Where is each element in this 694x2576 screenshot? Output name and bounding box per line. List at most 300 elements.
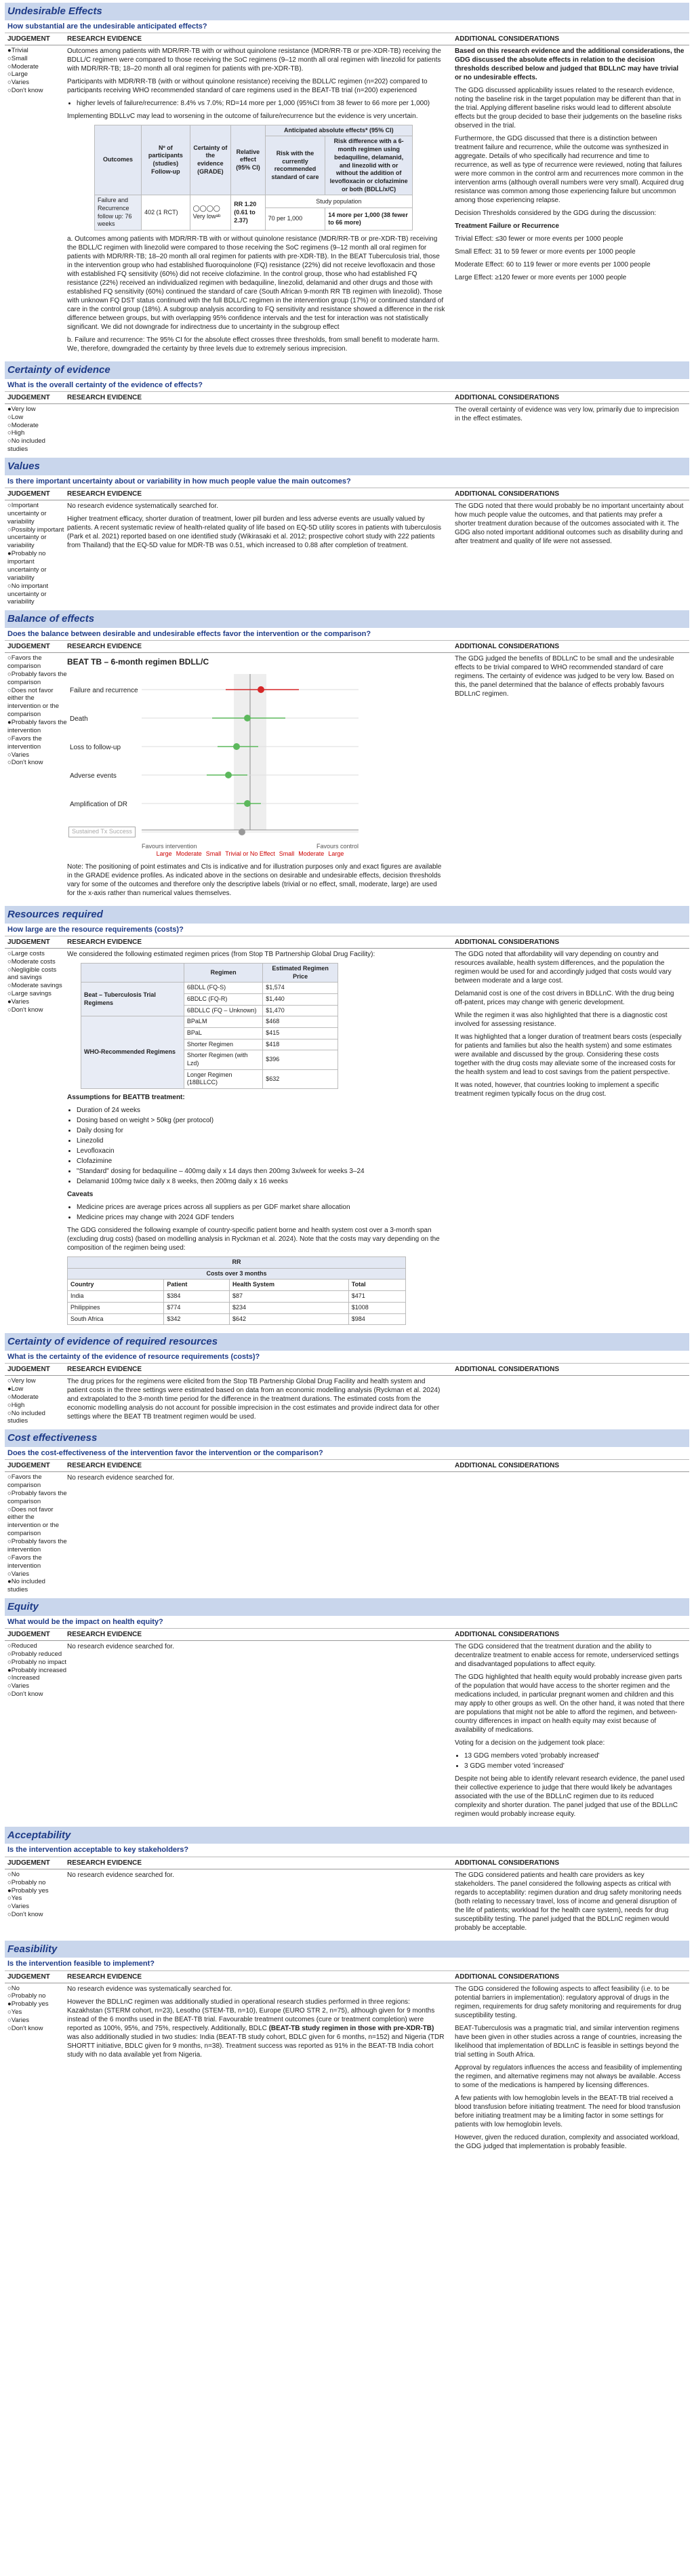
column-headers	[5, 1971, 689, 1983]
table-row	[81, 983, 338, 994]
text-run: was also additionally studied in two studies: India (BEAT-TB study cohort, BDLC given for 6 months, n=152) and Nigeria (TDR SHORTT initiative, BDLC given for 9 months, n=38). Treatment success was reported as 91% in the BEAT-TB India cohort study with no data available yet from Nigeria.	[67, 2033, 445, 2059]
judgement-options	[7, 1377, 67, 1425]
table-header: Nº of participants (studies) Follow-up	[142, 125, 190, 195]
section-question: How substantial are the undesirable anticipated effects?	[5, 20, 689, 33]
section-title: Values	[5, 458, 689, 475]
text-run-bold: (BEAT-TB study regimen in those with pre-XDR-TB)	[268, 2024, 434, 2032]
judgement-option[interactable]: ● Probably yes	[7, 2000, 67, 2008]
judgement-option[interactable]: ○ Moderate	[7, 422, 67, 430]
table-cell: Shorter Regimen (with Lzd)	[184, 1050, 262, 1069]
judgement-option[interactable]: ○ Does not favor either the intervention or the comparison	[7, 1506, 67, 1539]
additional-paragraph: A few patients with low hemoglobin levels in the BEAT-TB trial received a blood transfusion before initiating treatment. The need for blood transfusion before initiating treatment may be a limiting factor in some settings for patients with low hemoglobin levels.	[455, 2094, 680, 2128]
cost-table	[67, 1256, 406, 1325]
additional-paragraph: While the regimen it was also highlighted that there is a diagnostic cost involved for assessing resistance.	[455, 1011, 668, 1028]
table-cell: ◯◯◯◯ Very lowᵃᵇ	[190, 195, 231, 231]
section-question: Is the intervention feasible to implement?	[5, 1958, 689, 1970]
judgement-header: JUDGEMENT	[7, 490, 50, 498]
additional-paragraph: Delamanid cost is one of the cost drivers in BDLLnC. With the drug being off-patent, prices may change with generic development.	[455, 989, 674, 1006]
threshold-item: Trivial Effect: ≤30 fewer or more events per 1000 people	[455, 235, 624, 243]
section-row	[5, 1641, 689, 1824]
section-title: Balance of effects	[5, 610, 689, 628]
additional-paragraph: The GDG judged the benefits of BDLLnC to be small and the undesirable effects to be trivial compared to WHO recommended standard of care regimens. The certainty of evidence was judged to be very low. Based on this, the panel determined that the balance of effects probably favours BDLLnC regimen.	[455, 655, 674, 698]
judgement-option[interactable]: ○ Probably favors the comparison	[7, 1490, 67, 1506]
section-certainty-resources	[5, 1333, 689, 1427]
judgement-option[interactable]: ○ Probably no	[7, 1992, 67, 2000]
list-item: • Duration of 24 weeks	[77, 1106, 447, 1115]
vote-list	[464, 1751, 685, 1770]
evidence-paragraph: The drug prices for the regimens were elicited from the Stop TB Partnership Global Drug Facility and health system and patient costs in the three settings were estimated based on data from an economic modelling analysis (Ryckman et al. 2024) and extrapolated to the 3-month time period for the difference in the treatment durations. The estimated costs from the economic modelling analysis do not account for possible imprecision in the cost estimates and provide indirect data for other settings where the BEAT TB treatment regimen would be used.	[67, 1378, 441, 1421]
judgement-header: JUDGEMENT	[7, 938, 50, 946]
judgement-option[interactable]: ● Low	[7, 1385, 67, 1393]
list-item: • Daily dosing for	[77, 1126, 447, 1135]
judgement-option[interactable]: ○ Varies	[7, 2017, 67, 2025]
table-cell: BPaLM	[184, 1016, 262, 1028]
research-header: RESEARCH EVIDENCE	[67, 490, 142, 498]
research-header: RESEARCH EVIDENCE	[67, 35, 142, 43]
additional-paragraph: Voting for a decision on the judgement took place:	[455, 1739, 605, 1747]
column-headers	[5, 1629, 689, 1641]
judgement-header: JUDGEMENT	[7, 1859, 50, 1867]
table-header: Certainty of the evidence (GRADE)	[190, 125, 231, 195]
favours-intervention-label: Favours intervention	[142, 842, 197, 850]
table-row	[68, 1313, 406, 1325]
regimen-group: WHO-Recommended Regimens	[81, 1016, 184, 1089]
judgement-option[interactable]: ○ Important uncertainty or variability	[7, 502, 67, 526]
additional-considerations	[455, 1642, 685, 1823]
judgement-option[interactable]: ○ Don't know	[7, 2025, 67, 2033]
additional-considerations	[455, 654, 685, 902]
judgement-option[interactable]: ○ Favors the comparison	[7, 654, 67, 671]
forest-plot	[67, 671, 365, 840]
table-header: Regimen	[184, 963, 262, 982]
judgement-option[interactable]: ○ Favors the intervention	[7, 735, 67, 751]
evidence-paragraph: No research evidence searched for.	[67, 1642, 174, 1650]
evidence-list	[77, 99, 447, 108]
table-cell: $1,470	[263, 1005, 338, 1016]
scale-label: Small	[279, 850, 295, 858]
column-headers	[5, 936, 689, 949]
judgement-option[interactable]: ○ Negligible costs and savings	[7, 966, 67, 983]
additional-paragraph: The GDG considered that the treatment duration and the ability to decentralize treatment to enable access for remote, underserviced settings and disadvantaged populations to affect equity.	[455, 1642, 679, 1668]
research-evidence	[67, 1871, 455, 1937]
judgement-option[interactable]: ○ Varies	[7, 1903, 67, 1911]
judgement-options	[7, 1473, 67, 1594]
judgement-option[interactable]: ○ Small	[7, 55, 67, 63]
table-cell: Shorter Regimen	[184, 1039, 262, 1050]
judgement-options	[7, 47, 67, 357]
judgement-option[interactable]: ○ Favors the comparison	[7, 1473, 67, 1490]
list-item: • Linezolid	[77, 1136, 447, 1145]
section-title: Certainty of evidence of required resources	[5, 1333, 689, 1351]
column-headers	[5, 1460, 689, 1472]
additional-paragraph: The GDG noted that affordability will vary depending on country and resources available, health system differences, and the population the regimen would be used for and accordingly judged that costs would vary between moderate and a large cost.	[455, 950, 672, 985]
judgement-option[interactable]: ○ Large costs	[7, 950, 67, 958]
assumptions-list	[77, 1106, 447, 1186]
section-row	[5, 949, 689, 1330]
scale-label: Moderate	[298, 850, 325, 858]
list-item: • higher levels of failure/recurrence: 8.4% vs 7.0%; RD=14 more per 1,000 (95%CI from 38 fewer to 66 more per 1,000)	[77, 99, 447, 108]
scale-label: Moderate	[176, 850, 202, 858]
table-cell: 402 (1 RCT)	[142, 195, 190, 231]
judgement-option[interactable]: ○ Moderate	[7, 1393, 67, 1402]
judgement-option[interactable]: ○ Does not favor either the intervention or the comparison	[7, 687, 67, 719]
table-cell: $1,440	[263, 993, 338, 1005]
judgement-option[interactable]: ● Trivial	[7, 47, 67, 55]
judgement-option[interactable]: ○ Varies	[7, 79, 67, 87]
additional-considerations	[455, 405, 685, 454]
judgement-option[interactable]: ○ Moderate costs	[7, 958, 67, 966]
scale-label: Trivial or No Effect	[225, 850, 275, 858]
additional-heading: Treatment Failure or Recurrence	[455, 222, 559, 230]
judgement-options	[7, 502, 67, 606]
list-item: • Delamanid 100mg twice daily x 8 weeks, then 200mg daily x 16 weeks	[77, 1177, 447, 1186]
table-cell: 6BDLLC (FQ – Unknown)	[184, 1005, 262, 1016]
table-header: Estimated Regimen Price	[263, 963, 338, 982]
section-title: Cost effectiveness	[5, 1429, 689, 1447]
section-row	[5, 500, 689, 608]
evidence-paragraph: No research evidence was systematically searched for.	[67, 1985, 232, 1993]
threshold-item: Moderate Effect: 60 to 119 fewer or more events per 1000 people	[455, 260, 651, 269]
additional-header: ADDITIONAL CONSIDERATIONS	[455, 490, 560, 498]
table-footnote: a. Outcomes among patients with MDR/RR-TB with or without quinolone resistance (MDR/RR-TB or pre-XDR-TB) receiving the BDLL/C regimen with linezolid were compared to those receiving the SoC regimens (9–12 month all oral regimen for patients with MDR/RR-TB; 18–20 month all oral regimen for patients with pre-XDR-TB). In the BEAT Tuberculosis trial, those in the intervention group who had established fluoroquinolone (FQ) resistance (22%) did not receive levofloxacin and those with established FQ sensitivity (60%) did not receive clofazimine. In the control group, those who had established FQ resistance (22%) received an individualized regimen with bedaquiline, linezolid, delamanid and other drugs and those with established FQ sensitivity (60%) continued the standard of care (South African 9-month RR TB regimen with linezolid). Those with unknown FQ DST status continued with the full BDLL/C regimen in the intervention group (17%) or continued standard of care in the control group (18%). A subgroup analysis according to FQ sensitivity and resistance showed a difference in the risk difference between groups, but with overlapping 95% confidence intervals and the test for interaction was not statistically significant. We did not downgrade for indirectness due to uncertainty in the subgroup effect	[67, 235, 445, 332]
judgement-option[interactable]: ○ Varies	[7, 1682, 67, 1690]
judgement-options	[7, 950, 67, 1329]
table-header: Anticipated absolute effects* (95% CI)	[265, 125, 412, 136]
section-feasibility	[5, 1941, 689, 2156]
section-question: Is the intervention acceptable to key stakeholders?	[5, 1844, 689, 1857]
additional-paragraph: It was highlighted that a longer duration of treatment bears costs (especially for patients and families but also the health system) and some estimates were available and discussed by the group. Considering these costs together with the drug costs may alleviate some of the increased costs for the health system and lead to cost savings from the patient perspective.	[455, 1033, 682, 1076]
section-question: Does the balance between desirable and undesirable effects favor the intervention or the comparison?	[5, 628, 689, 641]
judgement-option[interactable]: ○ No	[7, 1985, 67, 1993]
judgement-options	[7, 1871, 67, 1937]
table-cell: 6BDLC (FQ-R)	[184, 993, 262, 1005]
section-row	[5, 653, 689, 903]
table-row	[68, 1302, 406, 1313]
table-cell: Philippines	[68, 1302, 164, 1313]
judgement-option[interactable]: ○ Yes	[7, 1895, 67, 1903]
judgement-option[interactable]: ○ Possibly important uncertainty or variability	[7, 526, 67, 551]
research-header: RESEARCH EVIDENCE	[67, 1366, 142, 1373]
list-item: • Levofloxacin	[77, 1147, 447, 1155]
text-run: However the BDLLnC regimen was additionally studied in operational research studies performed in three regions: Kazakhstan (STERM cohort, n=23), Lesotho (STEM-TB, n=10), Europe (EURO STR 2, n=75), although given for 9 months instead of the 6 months used in the BEAT-TB trial. Favourable treatment outcomes (cure or treatment completion) were reported as 100%, 95%, and 75%, respectively. Additionally, BDLC	[67, 1998, 435, 2032]
judgement-options	[7, 405, 67, 454]
additional-header: ADDITIONAL CONSIDERATIONS	[455, 1859, 560, 1867]
summary-of-findings-table	[94, 125, 413, 231]
table-header: Total	[348, 1280, 405, 1291]
table-cell: $468	[263, 1016, 338, 1028]
table-header: Risk difference with a 6-month regimen using bedaquiline, delamanid, and linezolid with or without the addition of levofloxacin or clofazimine or both (BDLL/x/C)	[325, 136, 413, 195]
additional-considerations	[455, 1871, 685, 1937]
research-evidence	[67, 502, 455, 606]
research-evidence	[67, 654, 455, 902]
table-cell: $384	[164, 1291, 230, 1303]
judgement-option[interactable]: ○ No included studies	[7, 1410, 67, 1426]
regimen-price-table	[81, 963, 338, 1089]
list-item: • Medicine prices are average prices across all suppliers as per GDF market share allocation	[77, 1203, 447, 1212]
judgement-option[interactable]: ○ Probably favors the comparison	[7, 671, 67, 687]
outcome-label: Amplification of DR	[70, 800, 128, 808]
column-headers	[5, 392, 689, 404]
table-cell: $774	[164, 1302, 230, 1313]
additional-paragraph: Despite not being able to identify relevant research evidence, the panel used their collective experience to judge that there would likely be advantages associated with the use of the BDLLnC regimen due to its reduced complexity and shorter duration. The panel judged that use of the BDLLnC regimen would probably increase equity.	[455, 1775, 685, 1818]
judgement-header: JUDGEMENT	[7, 35, 50, 43]
judgement-option[interactable]: ○ Probably no	[7, 1879, 67, 1887]
additional-header: ADDITIONAL CONSIDERATIONS	[455, 1366, 560, 1373]
scale-label: Large	[328, 850, 344, 858]
judgement-option[interactable]: ○ Don't know	[7, 1911, 67, 1919]
additional-header: ADDITIONAL CONSIDERATIONS	[455, 1630, 560, 1638]
caveats-list	[77, 1203, 447, 1222]
table-header: Patient	[164, 1280, 230, 1291]
point-estimate	[225, 772, 232, 778]
judgement-option[interactable]: ○ No important uncertainty or variability	[7, 582, 67, 607]
additional-considerations	[455, 1377, 685, 1425]
table-row	[68, 1291, 406, 1303]
additional-paragraph: The overall certainty of evidence was very low, primarily due to imprecision in the effect estimates.	[455, 405, 679, 422]
judgement-option[interactable]: ● Very low	[7, 405, 67, 414]
table-header: Relative effect (95% CI)	[231, 125, 265, 195]
judgement-option[interactable]: ● Probably increased	[7, 1667, 67, 1675]
point-estimate	[244, 800, 251, 807]
scale-label: Small	[205, 850, 222, 858]
section-title: Feasibility	[5, 1941, 689, 1958]
judgement-option[interactable]: ● Probably favors the intervention	[7, 719, 67, 735]
table-row	[81, 1016, 338, 1028]
table-header: Health System	[229, 1280, 348, 1291]
table-cell: $984	[348, 1313, 405, 1325]
judgement-option[interactable]: ○ Reduced	[7, 1642, 67, 1650]
judgement-option[interactable]: ○ Don't know	[7, 759, 67, 767]
outcome-label: Loss to follow-up	[70, 743, 121, 751]
table-cell: $396	[263, 1050, 338, 1069]
evidence-paragraph: We considered the following estimated regimen prices (from Stop TB Partnership Global Drug Facility):	[67, 950, 375, 958]
column-headers	[5, 1857, 689, 1869]
research-evidence	[67, 950, 455, 1329]
table-cell: $642	[229, 1313, 348, 1325]
research-evidence	[67, 1473, 455, 1594]
research-evidence	[67, 1985, 455, 2155]
judgement-option[interactable]: ● Probably yes	[7, 1887, 67, 1895]
threshold-item: Large Effect: ≥120 fewer or more events per 1000 people	[455, 273, 627, 281]
table-header: Country	[68, 1280, 164, 1291]
table-cell: $87	[229, 1291, 348, 1303]
judgement-option[interactable]: ○ Increased	[7, 1674, 67, 1682]
section-question: Is there important uncertainty about or variability in how much people value the main outcomes?	[5, 475, 689, 488]
regimen-group: Beat – Tuberculosis Trial Regimens	[81, 983, 184, 1016]
caveats-title: Caveats	[67, 1191, 94, 1199]
threshold-item: Small Effect: 31 to 59 fewer or more events per 1000 people	[455, 247, 636, 256]
column-headers	[5, 641, 689, 653]
judgement-option[interactable]: ○ Moderate	[7, 63, 67, 71]
research-header: RESEARCH EVIDENCE	[67, 393, 142, 401]
list-item: • 13 GDG members voted 'probably increased'	[464, 1751, 685, 1760]
judgement-option[interactable]: ○ Varies	[7, 751, 67, 759]
judgement-option[interactable]: ○ Low	[7, 414, 67, 422]
section-row	[5, 1983, 689, 2156]
section-title: Resources required	[5, 906, 689, 924]
judgement-option[interactable]: ○ Moderate savings	[7, 982, 67, 990]
table-cell: South Africa	[68, 1313, 164, 1325]
evidence-paragraph: No research evidence systematically searched for.	[67, 502, 218, 510]
research-header: RESEARCH EVIDENCE	[67, 1630, 142, 1638]
judgement-option[interactable]: ● Probably no important uncertainty or variability	[7, 550, 67, 582]
section-question: What would be the impact on health equity?	[5, 1616, 689, 1629]
judgement-option[interactable]: ○ Varies	[7, 1570, 67, 1579]
table-cell: India	[68, 1291, 164, 1303]
list-item: • Dosing based on weight > 50kg (per protocol)	[77, 1116, 447, 1125]
research-header: RESEARCH EVIDENCE	[67, 1859, 142, 1867]
table-footnote: b. Failure and recurrence: The 95% CI for the absolute effect crosses three thresholds, from small benefit to moderate harm. We, therefore, downgraded the certainty by three levels due to extremely serious imprecision.	[67, 336, 440, 353]
table-cell: $415	[263, 1027, 338, 1039]
section-balance	[5, 610, 689, 903]
column-headers	[5, 1364, 689, 1376]
additional-considerations	[455, 1473, 685, 1594]
effect-scale	[135, 850, 365, 858]
additional-paragraph: Decision Thresholds considered by the GDG during the discussion:	[455, 209, 657, 217]
additional-paragraph: It was noted, however, that countries looking to implement a specific treatment regimen typically focus on the drug cost.	[455, 1081, 659, 1098]
judgement-header: JUDGEMENT	[7, 1366, 50, 1373]
column-headers	[5, 488, 689, 500]
additional-paragraph: The GDG noted that there would probably be no important uncertainty about how much people value the outcomes, and that patients may prefer a shorter treatment duration because of the outcomes associated with it. The GDG also noted important additional outcomes such as disability during and after treatment and quality of life were not assessed.	[455, 502, 684, 545]
section-undesirable-effects	[5, 3, 689, 359]
additional-paragraph: BEAT-Tuberculosis was a pragmatic trial, and similar intervention regimens have been given in other studies across a range of countries, increasing the likelihood that implementation of BDLLnC is feasible in settings beyond the trial setting in South Africa.	[455, 2024, 682, 2059]
research-evidence	[67, 47, 455, 357]
table-cell: $418	[263, 1039, 338, 1050]
table-header: Outcomes	[95, 125, 142, 195]
section-row	[5, 1472, 689, 1596]
additional-paragraph: The GDG considered patients and health care providers as key stakeholders. The panel considered the following aspects as critical with regards to acceptability: regimen duration and drug safety monitoring needs (both relating to necessary travel, loss of income and general disruption of the life of patients; workload for the health care system), needs for drug susceptibility testing. The panel judged that the BDLLnC regimen would probably be acceptable.	[455, 1871, 682, 1932]
favours-control-label: Favours control	[316, 842, 359, 850]
table-header: Risk with the currently recommended standard of care	[265, 136, 325, 195]
additional-header: ADDITIONAL CONSIDERATIONS	[455, 643, 560, 651]
additional-header: ADDITIONAL CONSIDERATIONS	[455, 1973, 560, 1981]
section-equity	[5, 1598, 689, 1824]
judgement-header: JUDGEMENT	[7, 1973, 50, 1981]
chart-note: Note: The positioning of point estimates and CIs is indicative and for illustration purposes only and exact figures are available in the GRADE evidence profiles. As indicated above in the sections on desirable and undesirable effects, decision thresholds vary for some of the outcomes and therefore only the descriptive labels (trivial or no effect, small, moderate, large) are used for the x-axis rather than numerical values themselves.	[67, 863, 442, 898]
judgement-options	[7, 654, 67, 902]
section-resources	[5, 906, 689, 1330]
judgement-header: JUDGEMENT	[7, 643, 50, 651]
section-row	[5, 404, 689, 455]
additional-considerations	[455, 1985, 685, 2155]
assumptions-title: Assumptions for BEATTB treatment:	[67, 1094, 185, 1102]
table-cell: RR 1.20 (0.61 to 2.37)	[231, 195, 265, 231]
table-cell: 6BDLL (FQ-S)	[184, 983, 262, 994]
judgement-option[interactable]: ○ No included studies	[7, 437, 67, 454]
table-cell: BPaL	[184, 1027, 262, 1039]
additional-header: ADDITIONAL CONSIDERATIONS	[455, 1462, 560, 1470]
research-evidence	[67, 405, 455, 454]
additional-paragraph: Based on this research evidence and the additional considerations, the GDG discussed the absolute effects in relation to the decision thresholds described below and judged that BDLLnC may have trivial or no undesirable effects.	[455, 47, 685, 81]
section-title: Undesirable Effects	[5, 3, 689, 20]
judgement-option[interactable]: ○ Don't know	[7, 1006, 67, 1014]
point-estimate	[233, 743, 240, 750]
table-cell: $234	[229, 1302, 348, 1313]
point-estimate	[258, 686, 264, 693]
additional-paragraph: The GDG discussed applicability issues related to the research evidence, noting the baseline risk in the target population may be different than that in the trial. Applying different baseline risks would lead to different absolute effects but the group decided to base their judgements on the baseline risks observed in the trial.	[455, 86, 682, 130]
evidence-paragraph: Outcomes among patients with MDR/RR-TB with or without quinolone resistance (MDR/RR-TB or pre-XDR-TB) receiving the BDLL/C regimen were compared to those receiving the SoC regimens (9–12 month all oral regimen with linezolid for patients with MDR/RR-TB; 18–20 month all oral regimen for patients with pre-XDR-TB).	[67, 47, 441, 73]
judgement-option[interactable]: ○ Probably favors the intervention	[7, 1538, 67, 1554]
judgement-options	[7, 1642, 67, 1823]
judgement-header: JUDGEMENT	[7, 393, 50, 401]
section-title: Equity	[5, 1598, 689, 1616]
outcome-label: Failure and recurrence	[70, 686, 138, 694]
evidence-paragraph: Higher treatment efficacy, shorter duration of treatment, lower pill burden and less adverse events are usually valued by patients. A recent systematic review of health-related quality of life based on EQ-5D utility scores in patients with tuberculosis (Park et al. 2021) reported based on one identified study (Wikirasaki et al. 2012; prospective cohort study with 222 patients from Thailand) that the EQ-5D value for MDR-TB was 0.51, which increased to 0.88 after completion of treatment.	[67, 515, 441, 549]
judgement-option[interactable]: ○ Large savings	[7, 990, 67, 998]
evidence-to-decision-page	[5, 3, 689, 2156]
judgement-option[interactable]: ○ Probably no impact	[7, 1659, 67, 1667]
evidence-paragraph: Implementing BDLLvC may lead to worsening in the outcome of failure/recurrence but the evidence is very uncertain.	[67, 112, 418, 120]
table-cell: 70 per 1,000	[265, 208, 325, 231]
judgement-option[interactable]: ● Varies	[7, 998, 67, 1006]
judgement-option[interactable]: ● No included studies	[7, 1578, 67, 1594]
section-certainty	[5, 361, 689, 455]
research-evidence	[67, 1377, 455, 1425]
list-item: • 3 GDG member voted 'increased'	[464, 1762, 685, 1770]
evidence-paragraph: The GDG considered the following example of country-specific patient borne and health system cost over a 3-month span (excluding drug costs) (based on modelling analysis in Ryckman et al. 2024). Note that the costs may vary depending on the composition of the regimen being used:	[67, 1227, 440, 1252]
point-estimate	[239, 829, 245, 835]
judgement-option[interactable]: ○ Very low	[7, 1377, 67, 1385]
table-cell: $1008	[348, 1302, 405, 1313]
additional-considerations	[455, 950, 685, 1329]
chart-title: BEAT TB – 6-month regimen BDLL/C	[67, 657, 209, 667]
judgement-option[interactable]: ○ No	[7, 1871, 67, 1879]
judgement-option[interactable]: ○ Don't know	[7, 1690, 67, 1699]
evidence-paragraph: No research evidence searched for.	[67, 1871, 174, 1879]
column-headers	[5, 33, 689, 45]
additional-considerations	[455, 502, 685, 606]
outcome-label: Death	[70, 715, 88, 723]
table-cell: 14 more per 1,000 (38 fewer to 66 more)	[325, 208, 413, 231]
point-estimate	[244, 715, 251, 721]
evidence-paragraph: No research evidence searched for.	[67, 1474, 174, 1482]
list-item: • Clofazimine	[77, 1157, 447, 1166]
research-header: RESEARCH EVIDENCE	[67, 1973, 142, 1981]
research-header: RESEARCH EVIDENCE	[67, 938, 142, 946]
additional-paragraph: Furthermore, the GDG discussed that there is a distinction between treatment failure and recurrence, while the outcome was synthesized in aggregate. Details of who specifically had recurrence and time to recurrence, as well as type of recurrence were reviewed, noting that failures were more common in the control arm and recurrences more common in the intervention arms (although overall numbers were very small). Acquired drug resistance was common among those experiencing failure but uncommon among those experiencing relapse.	[455, 134, 684, 204]
additional-paragraph: The GDG considered the following aspects to affect feasibility (i.e. to be potential barriers in implementation): regulatory approval of drugs in the regimen, requirements for drug safety monitoring and requirements for drug susceptibility testing.	[455, 1985, 682, 2019]
research-evidence	[67, 1642, 455, 1823]
judgement-option[interactable]: ○ High	[7, 1402, 67, 1410]
table-header	[81, 963, 184, 982]
section-question: What is the overall certainty of the evidence of effects?	[5, 379, 689, 392]
table-cell: $471	[348, 1291, 405, 1303]
scale-label: Large	[156, 850, 172, 858]
table-cell: $342	[164, 1313, 230, 1325]
judgement-option[interactable]: ○ Yes	[7, 2008, 67, 2017]
sustained-success-chip	[68, 827, 140, 839]
judgement-option[interactable]: ○ Don't know	[7, 87, 67, 95]
outcome-label: Adverse events	[70, 772, 117, 780]
additional-header: ADDITIONAL CONSIDERATIONS	[455, 938, 560, 946]
judgement-option[interactable]: ○ Large	[7, 71, 67, 79]
additional-header: ADDITIONAL CONSIDERATIONS	[455, 35, 560, 43]
table-cell: $632	[263, 1069, 338, 1088]
table-cell: Longer Regimen (18BLLCC)	[184, 1069, 262, 1088]
judgement-option[interactable]: ○ High	[7, 429, 67, 437]
section-row	[5, 1869, 689, 1938]
judgement-option[interactable]: ○ Favors the intervention	[7, 1554, 67, 1570]
section-cost-effectiveness	[5, 1429, 689, 1596]
judgement-options	[7, 1985, 67, 2155]
judgement-option[interactable]: ○ Probably reduced	[7, 1650, 67, 1659]
research-header: RESEARCH EVIDENCE	[67, 1462, 142, 1470]
list-item: • Medicine prices may change with 2024 GDF tenders	[77, 1213, 447, 1222]
chip-label: Sustained Tx Success	[68, 827, 136, 837]
judgement-header: JUDGEMENT	[7, 1630, 50, 1638]
section-question: How large are the resource requirements (costs)?	[5, 924, 689, 936]
section-question: What is the certainty of the evidence of resource requirements (costs)?	[5, 1351, 689, 1364]
